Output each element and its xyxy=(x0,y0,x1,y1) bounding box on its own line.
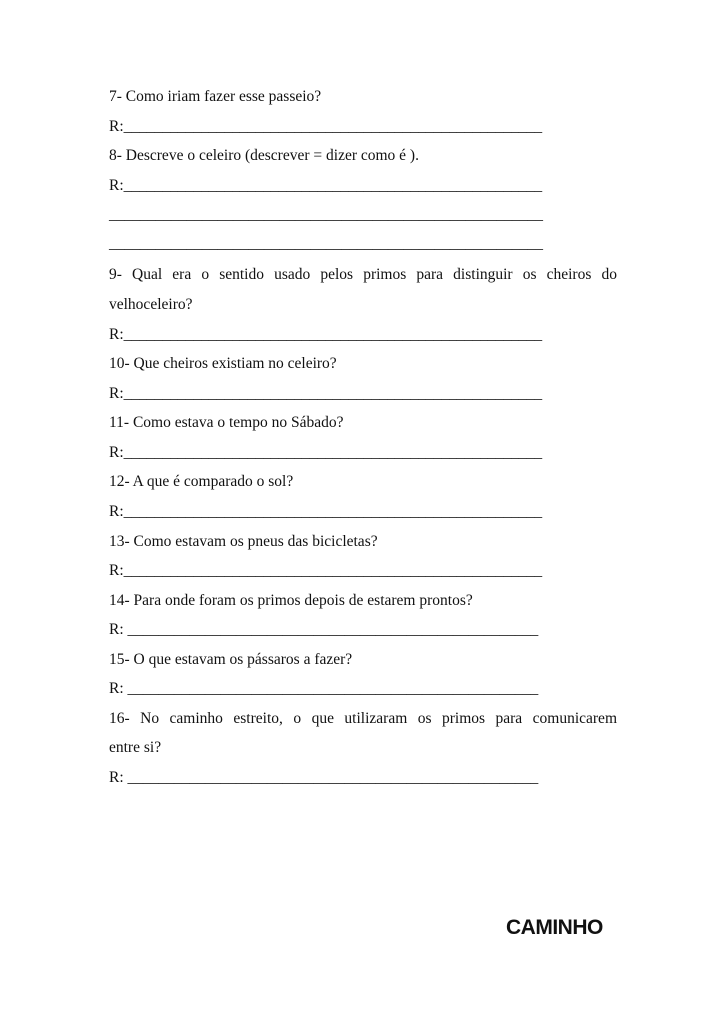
question-9-continued: velhoceleiro? xyxy=(109,296,193,313)
answer-line-16[interactable]: R: _____________________________________________________ xyxy=(109,769,539,786)
question-13: 13- Como estavam os pneus das bicicletas? xyxy=(109,533,378,550)
question-11: 11- Como estava o tempo no Sábado? xyxy=(109,414,344,431)
question-14: 14- Para onde foram os primos depois de estarem prontos? xyxy=(109,592,473,609)
question-7: 7- Como iriam fazer esse passeio? xyxy=(109,88,322,105)
question-8: 8- Descreve o celeiro (descrever = dizer como é ). xyxy=(109,147,419,164)
caminho-logo: CAMINHO xyxy=(506,916,603,939)
answer-line-8-continued[interactable]: ________________________________________________________ xyxy=(109,235,543,252)
question-16: 16- No caminho estreito, o que utilizaram os primos para comunicarem xyxy=(109,710,617,727)
answer-line-9[interactable]: R:______________________________________________________ xyxy=(109,326,543,343)
answer-line-12[interactable]: R:______________________________________________________ xyxy=(109,503,543,520)
answer-line-7[interactable]: R:______________________________________________________ xyxy=(109,118,543,135)
answer-line-13[interactable]: R:______________________________________________________ xyxy=(109,562,543,579)
question-9: 9- Qual era o sentido usado pelos primos para distinguir os cheiros do xyxy=(109,266,617,283)
answer-line-14[interactable]: R: _____________________________________________________ xyxy=(109,621,539,638)
question-12: 12- A que é comparado o sol? xyxy=(109,473,294,490)
answer-line-8[interactable]: R:______________________________________________________ xyxy=(109,177,543,194)
answer-line-8-continued[interactable]: ________________________________________________________ xyxy=(109,206,543,223)
answer-line-10[interactable]: R:______________________________________________________ xyxy=(109,385,543,402)
answer-line-15[interactable]: R: _____________________________________________________ xyxy=(109,680,539,697)
question-10: 10- Que cheiros existiam no celeiro? xyxy=(109,355,337,372)
answer-line-11[interactable]: R:______________________________________________________ xyxy=(109,444,543,461)
question-16-continued: entre si? xyxy=(109,739,162,756)
question-15: 15- O que estavam os pássaros a fazer? xyxy=(109,651,353,668)
